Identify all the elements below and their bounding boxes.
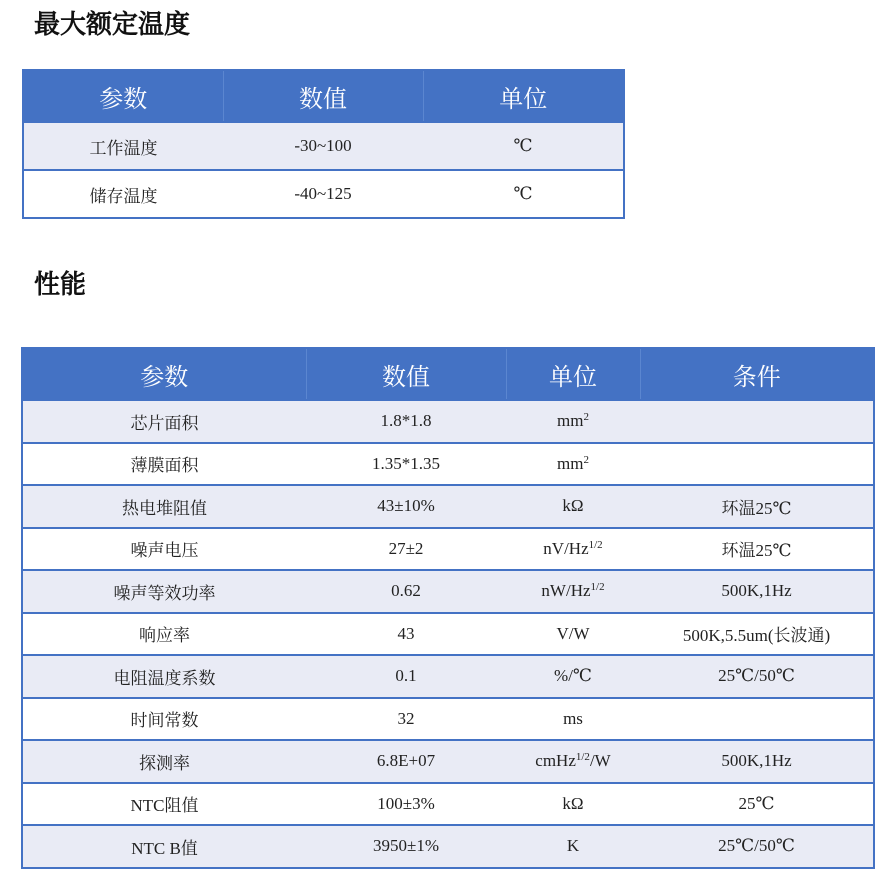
unit-text: K xyxy=(566,836,580,856)
cell-unit xyxy=(506,825,640,868)
unit-superscript: 2 xyxy=(583,411,589,424)
cell-value: -30~100 xyxy=(223,122,423,170)
table-row xyxy=(22,400,874,443)
cell-condition xyxy=(640,698,874,741)
cell-unit xyxy=(506,655,640,698)
cell-condition xyxy=(640,443,874,486)
cell-value: 43 xyxy=(306,613,506,656)
cell-param: 时间常数 xyxy=(22,698,306,741)
unit-text: kΩ xyxy=(562,793,584,813)
unit-superscript: 1/2 xyxy=(575,751,590,764)
table-row xyxy=(22,783,874,826)
cell-value: 3950±1% xyxy=(306,825,506,868)
table-row xyxy=(22,613,874,656)
unit-text: mm xyxy=(557,411,584,431)
cell-param: 薄膜面积 xyxy=(22,443,306,486)
header-unit: 单位 xyxy=(506,348,640,400)
unit-tail: /W xyxy=(589,751,611,771)
cell-value: 1.35*1.35 xyxy=(306,443,506,486)
cell-param: NTC B值 xyxy=(22,825,306,868)
cell-condition: 环温25℃ xyxy=(640,528,874,571)
cell-unit xyxy=(506,698,640,741)
max-ratings-title: 最大额定温度 xyxy=(34,10,191,40)
cell-condition: 500K,1Hz xyxy=(640,740,874,783)
table-header-row xyxy=(22,348,874,400)
table-row xyxy=(22,655,874,698)
cell-value: 100±3% xyxy=(306,783,506,826)
cell-value: 6.8E+07 xyxy=(306,740,506,783)
table-header-row xyxy=(23,70,624,122)
header-unit: 单位 xyxy=(423,70,624,122)
header-value: 数值 xyxy=(306,348,506,400)
table-row xyxy=(22,485,874,528)
cell-param: 噪声等效功率 xyxy=(22,570,306,613)
cell-param: 热电堆阻值 xyxy=(22,485,306,528)
cell-unit xyxy=(506,740,640,783)
cell-condition: 25℃/50℃ xyxy=(640,825,874,868)
unit-superscript: 2 xyxy=(583,453,589,466)
cell-param: 芯片面积 xyxy=(22,400,306,443)
unit-superscript: 1/2 xyxy=(588,538,603,551)
unit-text: ms xyxy=(563,708,583,728)
table-row xyxy=(22,825,874,868)
cell-condition: 25℃/50℃ xyxy=(640,655,874,698)
table-row xyxy=(22,570,874,613)
cell-unit xyxy=(506,400,640,443)
cell-value: 0.62 xyxy=(306,570,506,613)
table-row xyxy=(23,122,624,170)
cell-unit xyxy=(506,783,640,826)
cell-value: 1.8*1.8 xyxy=(306,400,506,443)
cell-value: 0.1 xyxy=(306,655,506,698)
cell-unit xyxy=(506,443,640,486)
cell-value: 32 xyxy=(306,698,506,741)
cell-condition: 25℃ xyxy=(640,783,874,826)
cell-unit xyxy=(506,570,640,613)
table-row xyxy=(22,528,874,571)
header-param: 参数 xyxy=(22,348,306,400)
cell-param: 响应率 xyxy=(22,613,306,656)
cell-unit: ℃ xyxy=(423,122,624,170)
cell-value: 27±2 xyxy=(306,528,506,571)
cell-unit xyxy=(506,528,640,571)
cell-value: -40~125 xyxy=(223,170,423,218)
cell-unit xyxy=(506,485,640,528)
max-ratings-table xyxy=(22,69,625,219)
unit-text: %/℃ xyxy=(554,666,592,686)
cell-param: 探测率 xyxy=(22,740,306,783)
unit-superscript: 1/2 xyxy=(590,581,605,594)
table-row xyxy=(22,443,874,486)
cell-condition: 环温25℃ xyxy=(640,485,874,528)
cell-condition: 500K,5.5um(长波通) xyxy=(640,613,874,656)
cell-condition xyxy=(640,400,874,443)
table-row xyxy=(23,170,624,218)
table-row xyxy=(22,740,874,783)
performance-title: 性能 xyxy=(34,270,87,300)
header-value: 数值 xyxy=(223,70,423,122)
unit-text: cmHz xyxy=(535,751,576,771)
header-condition: 条件 xyxy=(640,348,874,400)
unit-text: nW/Hz xyxy=(541,581,591,601)
cell-value: 43±10% xyxy=(306,485,506,528)
header-param: 参数 xyxy=(23,70,223,122)
cell-param: 电阻温度系数 xyxy=(22,655,306,698)
cell-unit: ℃ xyxy=(423,170,624,218)
cell-param: 噪声电压 xyxy=(22,528,306,571)
unit-text: nV/Hz xyxy=(543,538,589,558)
cell-param: NTC阻值 xyxy=(22,783,306,826)
table-row xyxy=(22,698,874,741)
unit-text: mm xyxy=(557,453,584,473)
unit-text: V/W xyxy=(556,623,590,643)
cell-condition: 500K,1Hz xyxy=(640,570,874,613)
unit-text: kΩ xyxy=(562,496,584,516)
cell-param: 工作温度 xyxy=(23,122,223,170)
cell-unit xyxy=(506,613,640,656)
performance-table xyxy=(21,347,875,869)
cell-param: 储存温度 xyxy=(23,170,223,218)
